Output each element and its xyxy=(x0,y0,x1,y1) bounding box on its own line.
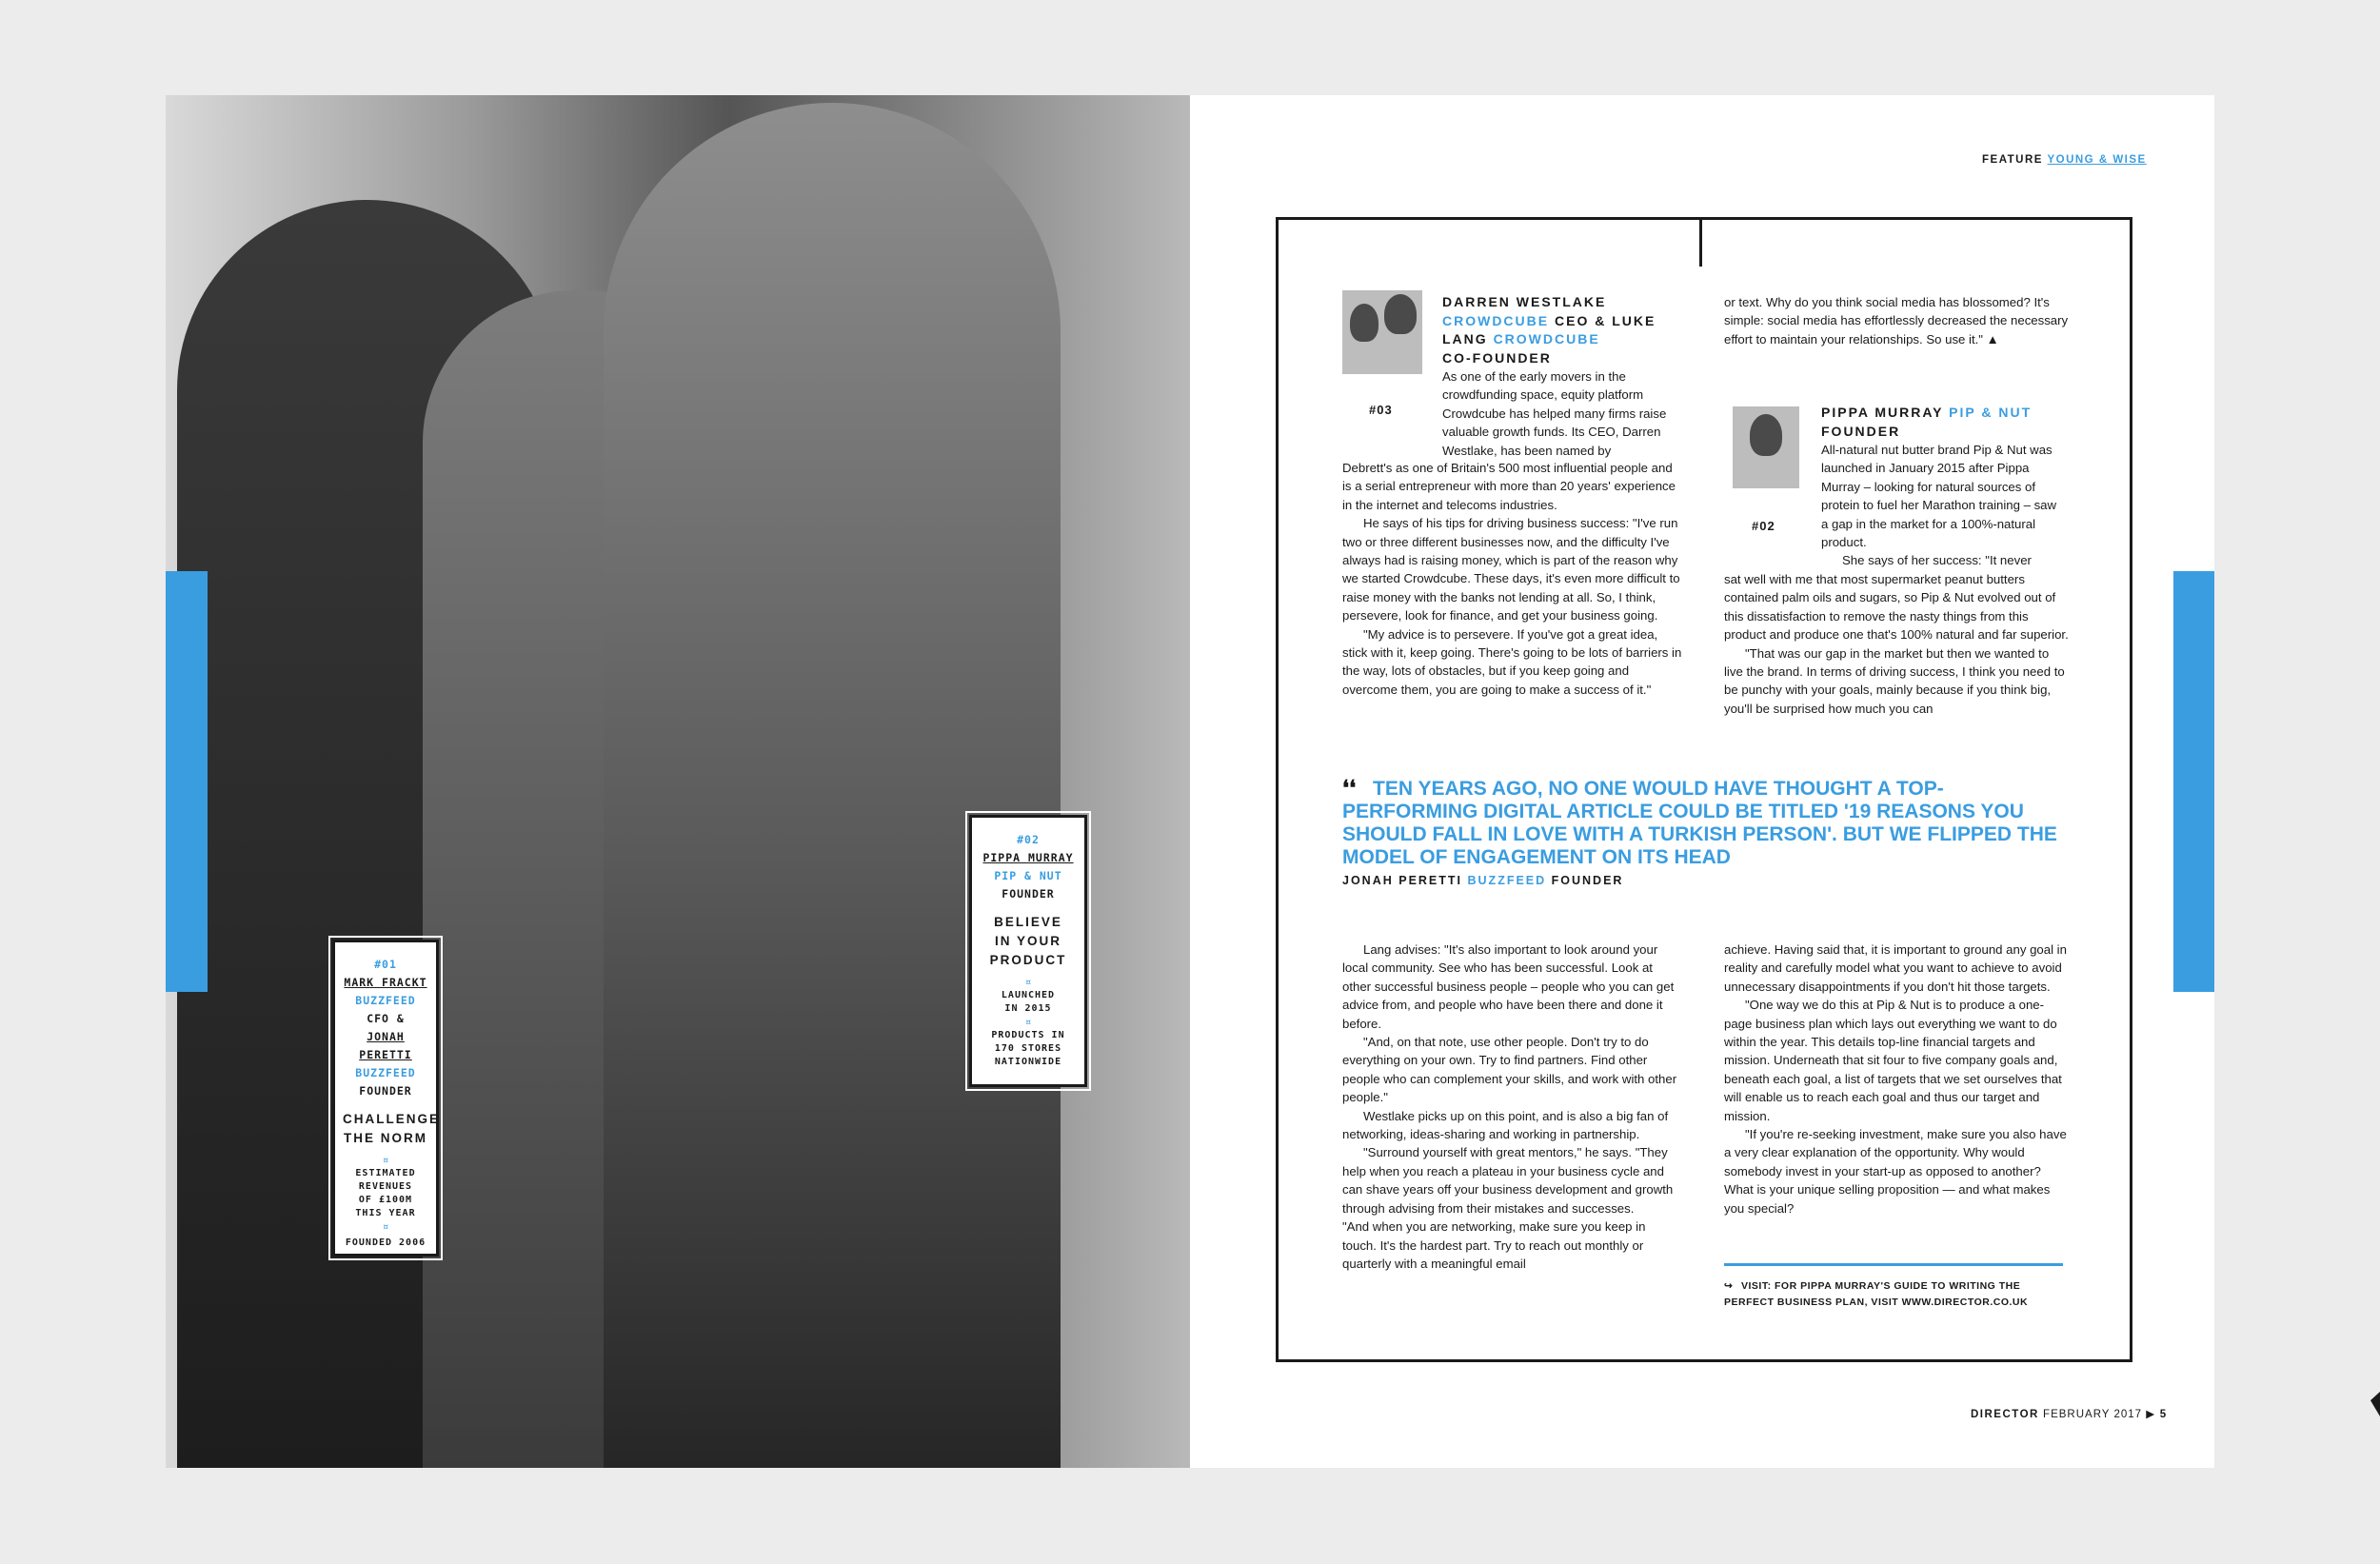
caption-divider: ¤ xyxy=(382,1154,389,1166)
portrait-thumb-westlake-lang xyxy=(1342,290,1422,374)
caption-box-02 xyxy=(969,815,1087,1087)
caption-divider: ¤ xyxy=(1024,976,1032,988)
frame-notch xyxy=(1699,217,1702,267)
blue-accent-bar-left xyxy=(166,571,208,992)
caption-box-01 xyxy=(332,940,439,1257)
page-folio: DIRECTOR FEBRUARY 2017 ▶ 5 xyxy=(1971,1409,2168,1420)
visit-divider xyxy=(1724,1263,2063,1266)
caption-fact: FOUNDED 2006 xyxy=(345,1237,426,1248)
caption-name: MARK FRACKT xyxy=(344,976,427,989)
caption-role: FOUNDER xyxy=(1002,887,1055,901)
caption-divider: ¤ xyxy=(382,1220,389,1233)
visit-callout[interactable]: ↪ VISIT: FOR PIPPA MURRAY'S GUIDE TO WRITING THE PERFECT BUSINESS PLAN, VISIT WWW.DIRECTOR.CO.UK xyxy=(1724,1280,2029,1308)
blue-accent-bar-right xyxy=(2173,571,2214,992)
bottom-left-column: Lang advises: "It's also important to look around your local community. See who has been successful. Look at other successful business people – people who you can get advice from, and people who have been there and done it before. "And, on that note, use other people. Don't try to do everything on your own. Try to find partners. Find other people who can complement your skills, and work with other people." Westlake picks up on this point, and is also a big fan of networking, ideas-sharing and working in partnership. "Surround yourself with great mentors," he says. "They help when you reach a plateau in your business cycle and can shave years off your business development and growth through advising from their mistakes and successes. "And when you are networking, make sure you keep in touch. It's the hardest part. Try to reach out monthly or quarterly with a meaningful email xyxy=(1342,942,1677,1271)
running-head: FEATURE YOUNG & WISE xyxy=(1982,154,2147,166)
caption-role: FOUNDER xyxy=(359,1084,412,1098)
caption-number: #01 xyxy=(374,958,397,971)
profile-03-intro: As one of the early movers in the crowdfunding space, equity platform Crowdcube has helped many firms raise valuable growth funds. Its CEO, Darren Westlake, has been named by xyxy=(1442,369,1667,458)
profile-heading-03: DARREN WESTLAKE CROWDCUBE CEO & LUKE LANG CROWDCUBE CO-FOUNDER xyxy=(1442,294,1656,366)
caption-company: BUZZFEED xyxy=(355,1066,416,1079)
pull-quote-attribution: JONAH PERETTI BUZZFEED FOUNDER xyxy=(1342,874,1624,887)
profile-02-body: sat well with me that most supermarket peanut butters contained palm oils and sugars, so Pip & Nut evolved out of this dissatisfaction to remove the nasty things from this product and produce one that's 100% natural and far superior. "That was our gap in the market but then we wanted to live the brand. In terms of driving success, I think you need to be punchy with your goals, mainly because if you think big, you'll be surprised how much you can xyxy=(1724,572,2069,716)
figure-man-shirt xyxy=(604,103,1061,1468)
caption-motto: BELIEVE IN YOUR PRODUCT xyxy=(989,915,1067,967)
profile-heading-02: PIPPA MURRAY PIP & NUT FOUNDER xyxy=(1821,405,2033,439)
founders-photo xyxy=(166,95,1190,1468)
folio-arrow-icon: ▶ xyxy=(2146,1409,2156,1420)
caption-name: JONAH xyxy=(367,1030,405,1043)
profile-03-body: Debrett's as one of Britain's 500 most influential people and is a serial entrepreneur with more than 20 years' experience in the internet and telecoms industries. He says of his tips for driving business success: "I've run two or three different businesses now, and the difficulty I've always had is raising money, which is part of the reason why we started Crowdcube. These days, it's even more difficult to raise money with the banks not lending at all. So, I think, persevere, look for finance, and get your business going. "My advice is to persevere. If you've got a great idea, stick with it, keep going. There's going to be lots of barriers in the way, lots of obstacles, but if you keep going and overcome them, you are going to make a success of it." xyxy=(1342,461,1682,697)
caption-name: PERETTI xyxy=(359,1048,412,1061)
pull-quote: ❛❛ TEN YEARS AGO, NO ONE WOULD HAVE THOUGHT A TOP-PERFORMING DIGITAL ARTICLE COULD BE TITLED '19 REASONS YOU SHOULD FALL IN LOVE WITH A TURKISH PERSON'. BUT WE FLIPPED THE MODEL OF ENGAGEMENT ON ITS HEAD xyxy=(1342,776,2057,868)
profile-number-02: #02 xyxy=(1752,519,1775,533)
portrait-thumb-pippa xyxy=(1733,406,1799,488)
caption-motto: CHALLENGE THE NORM xyxy=(343,1112,440,1145)
caption-number: #02 xyxy=(1017,833,1040,846)
caption-fact: ESTIMATED REVENUES OF £100M THIS YEAR xyxy=(355,1168,416,1218)
bottom-right-column: achieve. Having said that, it is important to ground any goal in reality and carefully model what you want to achieve to avoid unnecessary disappointments if you don't hit those targets. "One way we do this at Pip & Nut is to produce a one-page business plan which lays out everything we want to do within the year. This details top-line financial targets and mission. Underneath that sit four to five company goals and, beneath each goal, a list of targets that we set ourselves that will enable us to reach each goal and thus our target and mission. "If you're re-seeking investment, make sure you also have a very clear explanation of the opportunity. Why would somebody invest in your start-up as opposed to another? What is your unique selling proposition — and what makes you special? xyxy=(1724,942,2067,1216)
caption-company: BUZZFEED xyxy=(355,994,416,1007)
column-2-top-text: or text. Why do you think social media has blossomed? It's simple: social media has effortlessly decreased the necessary effort to maintain your relationships. So use it." ▲ xyxy=(1724,295,2069,346)
caption-name: PIPPA MURRAY xyxy=(982,851,1074,864)
arrow-icon: ↪ xyxy=(1724,1280,1734,1292)
caption-divider: ¤ xyxy=(1024,1016,1032,1028)
caption-role: CFO & xyxy=(367,1012,405,1025)
profile-02-intro: All-natural nut butter brand Pip & Nut was launched in January 2015 after Pippa Murray – looking for natural sources of protein to fuel her Marathon training – saw a gap in the market for a 100%-natural product. She says of her success: "It never xyxy=(1821,443,2057,568)
caption-company: PIP & NUT xyxy=(994,869,1062,882)
profile-number-03: #03 xyxy=(1369,403,1393,417)
quote-mark-icon: ❛❛ xyxy=(1342,776,1357,800)
caption-fact: LAUNCHED IN 2015 xyxy=(1001,990,1056,1014)
page-turn-icon xyxy=(2370,1392,2380,1416)
section-topic-link[interactable]: YOUNG & WISE xyxy=(2047,154,2147,166)
caption-fact: PRODUCTS IN 170 STORES NATIONWIDE xyxy=(991,1030,1065,1067)
